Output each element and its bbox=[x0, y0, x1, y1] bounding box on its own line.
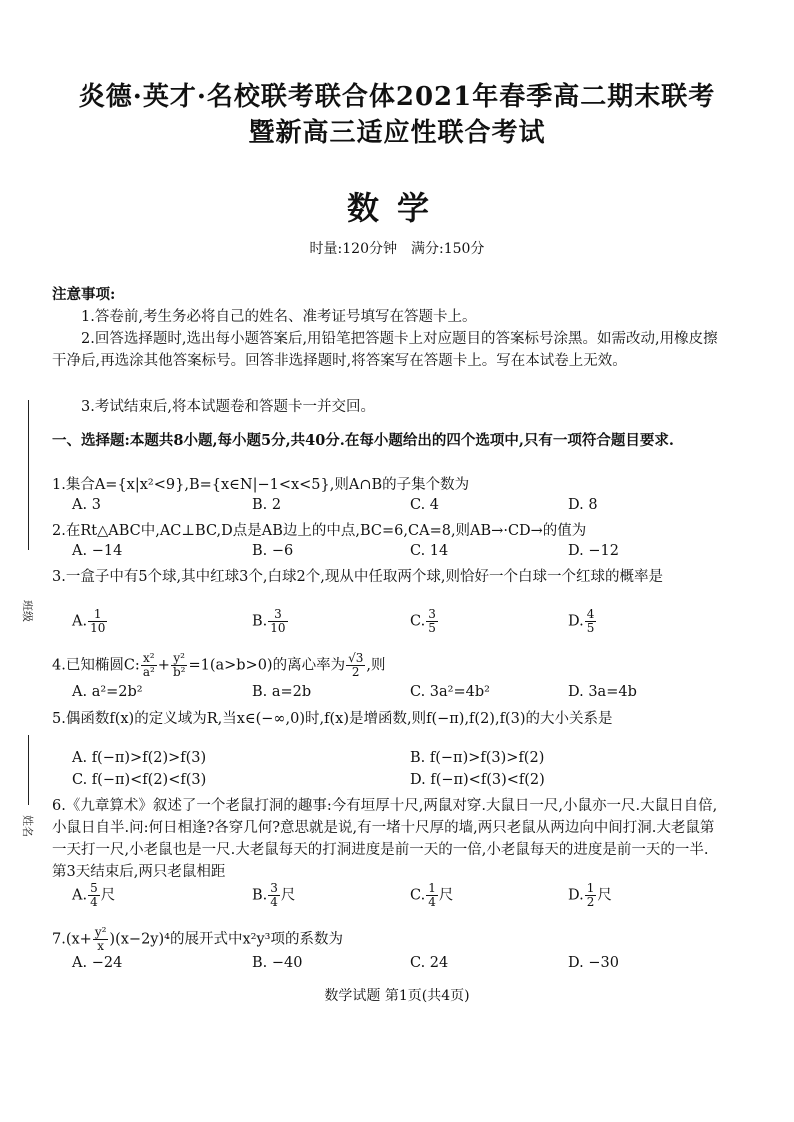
page-footer: 数学试题 第1页(共4页) bbox=[324, 988, 470, 1004]
binding-line-top bbox=[28, 400, 29, 550]
subject-title: 数学 bbox=[346, 189, 447, 227]
option-b: B. a=2b bbox=[252, 684, 312, 700]
question-3-options bbox=[72, 608, 732, 638]
question-7-options bbox=[72, 955, 732, 977]
option-d: D. −12 bbox=[568, 543, 619, 559]
section-heading: 一、选择题:本题共8小题,每小题5分,共40分.在每小题给出的四个选项中,只有一项符合题目要求. bbox=[52, 432, 674, 449]
option-c: C. 14 bbox=[410, 543, 449, 559]
option-a: A. −14 bbox=[72, 543, 123, 559]
option-b: B. 2 bbox=[252, 497, 282, 513]
option-a: A. −24 bbox=[72, 955, 123, 971]
margin-label-class: 班级 bbox=[21, 600, 34, 622]
question-3-stem: 3.一盒子中有5个球,其中红球3个,白球2个,现从中任取两个球,则恰好一个白球一个红球的概率是 bbox=[52, 569, 663, 585]
question-1-stem: 1.集合A={x|x²<9},B={x∈N|−1<x<5},则A∩B的子集个数为 bbox=[52, 477, 470, 493]
option-a: A. $\frac{5}{4}$ 尺 bbox=[72, 881, 116, 909]
question-6-stem: 6.《九章算术》叙述了一个老鼠打洞的趣事:今有垣厚十尺,两鼠对穿.大鼠日一尺,小鼠亦一尺.大鼠日自倍,小鼠日自半.问:何日相逢?各穿几何?意思就是说,有一堵十尺厚的墙,两只老鼠从两边向中间打洞.大老鼠第一天打一尺,小老鼠也是一尺.大老鼠每天的打洞进度是前一天的一倍,小老鼠每天的进度是前一天的一半.第3天结束后,两只老鼠相距 bbox=[52, 798, 718, 880]
margin-label-name: 姓名 bbox=[21, 815, 34, 837]
option-c: C. 4 bbox=[410, 497, 440, 513]
option-b: B. $\frac{3}{4}$ 尺 bbox=[252, 881, 296, 909]
question-7-stem: 7.(x+ $\frac{\text{y²}}{x}$ )(x−2y)⁴的展开式中x²y³项的系数为 bbox=[52, 925, 343, 953]
notes-heading: 注意事项: bbox=[52, 286, 116, 303]
question-4-options bbox=[72, 684, 732, 706]
option-c: C. $\frac{3}{5}$ bbox=[410, 607, 436, 635]
option-a: A. $\frac{1}{10}$ bbox=[72, 607, 106, 635]
exam-title-line2: 暨新高三适应性联合考试 bbox=[248, 118, 546, 148]
option-c: C. 3a²=4b² bbox=[410, 684, 490, 700]
option-d: D. 8 bbox=[568, 497, 598, 513]
option-b: B. f(−π)>f(3)>f(2) bbox=[410, 750, 545, 766]
option-a: A. 3 bbox=[72, 497, 101, 513]
question-5-stem: 5.偶函数f(x)的定义域为R,当x∈(−∞,0)时,f(x)是增函数,则f(−π),f(2),f(3)的大小关系是 bbox=[52, 711, 613, 727]
note-item-3: 3.考试结束后,将本试题卷和答题卡一并交回。 bbox=[81, 399, 375, 415]
binding-line-bottom bbox=[28, 735, 29, 805]
exam-title-line1: 炎德·英才·名校联考联合体2021年春季高二期末联考 bbox=[78, 82, 716, 112]
option-c: C. f(−π)<f(2)<f(3) bbox=[72, 772, 207, 788]
question-5-options-row2 bbox=[72, 772, 732, 794]
option-b: B. −40 bbox=[252, 955, 303, 971]
option-d: D. $\frac{4}{5}$ bbox=[568, 607, 595, 635]
option-a: A. f(−π)>f(2)>f(3) bbox=[72, 750, 207, 766]
time-score-info: 时量:120分钟 满分:150分 bbox=[309, 241, 485, 257]
option-a: A. a²=2b² bbox=[72, 684, 143, 700]
option-d: D. f(−π)<f(3)<f(2) bbox=[410, 772, 545, 788]
option-d: D. −30 bbox=[568, 955, 619, 971]
option-b: B. −6 bbox=[252, 543, 294, 559]
question-4-stem: 4.已知椭圆C: $\frac{\text{x²}}{\text{a²}}$ + $\frac{\text{y²}}{\text{b²}}$ =1(a>b>0)的离心率为 $\frac{√3}{2}$ ,则 bbox=[52, 651, 386, 679]
option-c: C. 24 bbox=[410, 955, 449, 971]
note-item-1: 1.答卷前,考生务必将自己的姓名、准考证号填写在答题卡上。 bbox=[81, 309, 477, 325]
option-d: D. 3a=4b bbox=[568, 684, 637, 700]
option-d: D. $\frac{1}{2}$ 尺 bbox=[568, 881, 612, 909]
question-6-options bbox=[72, 882, 732, 912]
question-5-options-row1 bbox=[72, 750, 732, 772]
question-2-options bbox=[72, 543, 732, 565]
option-b: B. $\frac{3}{10}$ bbox=[252, 607, 286, 635]
question-1-options bbox=[72, 497, 732, 519]
note-item-2: 2.回答选择题时,选出每小题答案后,用铅笔把答题卡上对应题目的答案标号涂黑。如需改动,用橡皮擦干净后,再选涂其他答案标号。回答非选择题时,将答案写在答题卡上。写在本试卷上无效。 bbox=[52, 331, 718, 369]
option-c: C. $\frac{1}{4}$ 尺 bbox=[410, 881, 454, 909]
question-2-stem: 2.在Rt△ABC中,AC⊥BC,D点是AB边上的中点,BC=6,CA=8,则AB→·CD→的值为 bbox=[52, 523, 587, 539]
